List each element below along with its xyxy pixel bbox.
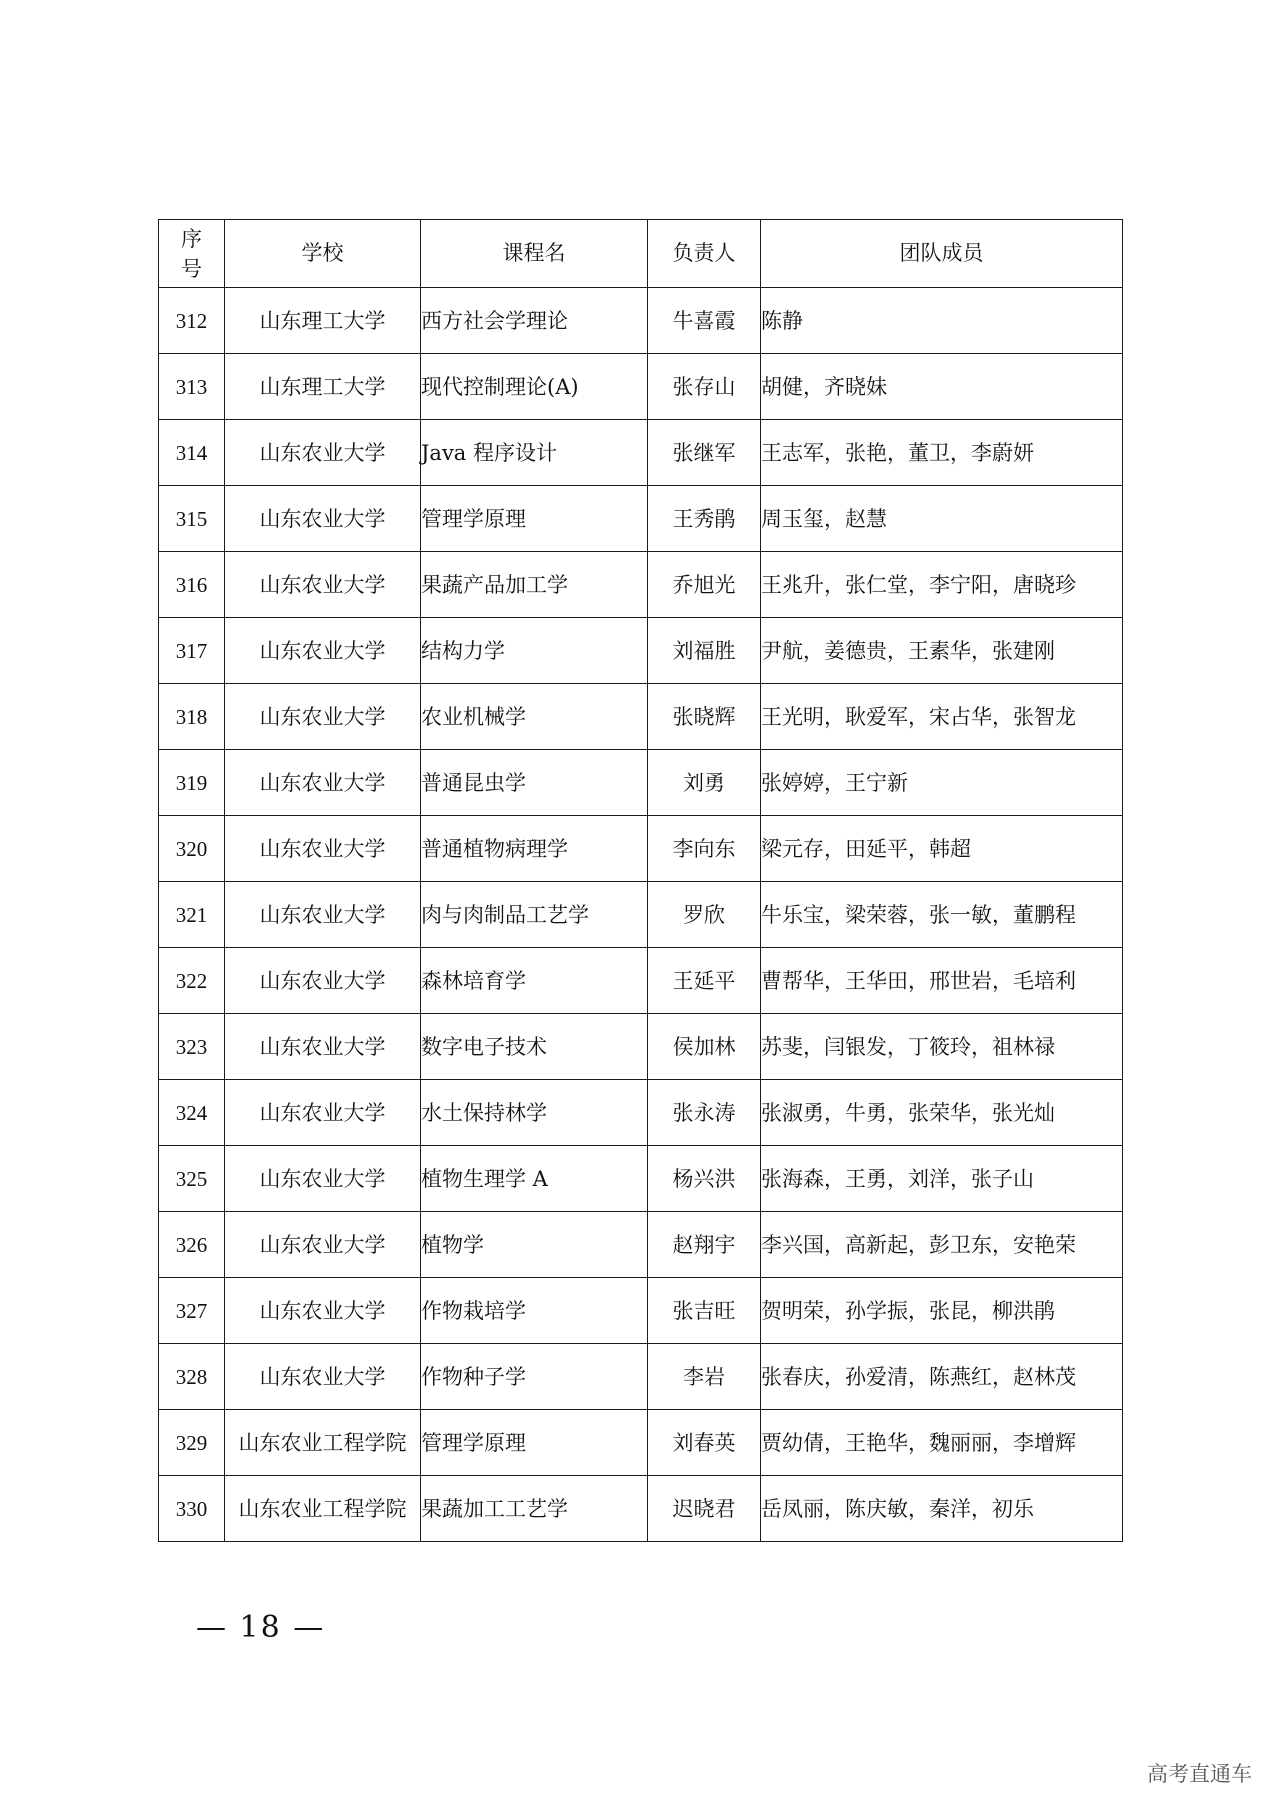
table-row bbox=[159, 1212, 1123, 1278]
cell-course: 植物学 bbox=[421, 1212, 648, 1278]
table-row bbox=[159, 684, 1123, 750]
cell-school: 山东农业大学 bbox=[225, 420, 421, 486]
table-row bbox=[159, 1410, 1123, 1476]
cell-leader: 罗欣 bbox=[648, 882, 761, 948]
header-course: 课程名 bbox=[421, 220, 648, 288]
table-row bbox=[159, 288, 1123, 354]
header-seq bbox=[159, 220, 225, 288]
cell-seq: 324 bbox=[159, 1080, 225, 1146]
table-row bbox=[159, 882, 1123, 948]
cell-school: 山东理工大学 bbox=[225, 354, 421, 420]
cell-seq: 322 bbox=[159, 948, 225, 1014]
cell-course: 农业机械学 bbox=[421, 684, 648, 750]
cell-members: 张淑勇，牛勇，张荣华，张光灿 bbox=[761, 1080, 1123, 1146]
table-row bbox=[159, 750, 1123, 816]
cell-school: 山东农业大学 bbox=[225, 948, 421, 1014]
header-seq-label: 序号 bbox=[180, 226, 202, 281]
cell-members: 尹航，姜德贵，王素华，张建刚 bbox=[761, 618, 1123, 684]
header-members: 团队成员 bbox=[761, 220, 1123, 288]
cell-school: 山东农业大学 bbox=[225, 552, 421, 618]
cell-school: 山东农业大学 bbox=[225, 684, 421, 750]
cell-seq: 315 bbox=[159, 486, 225, 552]
cell-school: 山东农业大学 bbox=[225, 750, 421, 816]
cell-members: 贺明荣，孙学振，张昆，柳洪鹃 bbox=[761, 1278, 1123, 1344]
cell-school: 山东农业大学 bbox=[225, 1146, 421, 1212]
cell-leader: 张晓辉 bbox=[648, 684, 761, 750]
cell-leader: 张存山 bbox=[648, 354, 761, 420]
cell-leader: 乔旭光 bbox=[648, 552, 761, 618]
cell-seq: 318 bbox=[159, 684, 225, 750]
course-table bbox=[158, 219, 1123, 1542]
cell-school: 山东农业大学 bbox=[225, 882, 421, 948]
cell-members: 陈静 bbox=[761, 288, 1123, 354]
page-number: — 18 — bbox=[196, 1610, 326, 1645]
cell-members: 张婷婷，王宁新 bbox=[761, 750, 1123, 816]
cell-course: 作物栽培学 bbox=[421, 1278, 648, 1344]
table-header-row bbox=[159, 220, 1123, 288]
cell-course: 西方社会学理论 bbox=[421, 288, 648, 354]
table-row bbox=[159, 354, 1123, 420]
cell-members: 王光明，耿爱军，宋占华，张智龙 bbox=[761, 684, 1123, 750]
cell-members: 牛乐宝，梁荣蓉，张一敏，董鹏程 bbox=[761, 882, 1123, 948]
watermark: 高考直通车 bbox=[1147, 1762, 1252, 1786]
cell-leader: 迟晓君 bbox=[648, 1476, 761, 1542]
header-school: 学校 bbox=[225, 220, 421, 288]
table-row bbox=[159, 816, 1123, 882]
table-body bbox=[159, 288, 1123, 1542]
cell-seq: 325 bbox=[159, 1146, 225, 1212]
table-row bbox=[159, 552, 1123, 618]
cell-seq: 317 bbox=[159, 618, 225, 684]
cell-leader: 刘福胜 bbox=[648, 618, 761, 684]
cell-members: 胡健，齐晓妹 bbox=[761, 354, 1123, 420]
cell-members: 王兆升，张仁堂，李宁阳，唐晓珍 bbox=[761, 552, 1123, 618]
cell-members: 王志军，张艳，董卫，李蔚妍 bbox=[761, 420, 1123, 486]
cell-school: 山东农业大学 bbox=[225, 1014, 421, 1080]
cell-seq: 327 bbox=[159, 1278, 225, 1344]
cell-seq: 323 bbox=[159, 1014, 225, 1080]
cell-members: 苏斐，闫银发，丁筱玲，祖林禄 bbox=[761, 1014, 1123, 1080]
table-row bbox=[159, 1476, 1123, 1542]
table-row bbox=[159, 1080, 1123, 1146]
cell-school: 山东农业大学 bbox=[225, 1212, 421, 1278]
cell-members: 贾幼倩，王艳华，魏丽丽，李增辉 bbox=[761, 1410, 1123, 1476]
cell-members: 李兴国，高新起，彭卫东，安艳荣 bbox=[761, 1212, 1123, 1278]
table-row bbox=[159, 1278, 1123, 1344]
cell-course: Java 程序设计 bbox=[421, 420, 648, 486]
cell-course: 管理学原理 bbox=[421, 486, 648, 552]
cell-members: 张海森，王勇，刘洋，张子山 bbox=[761, 1146, 1123, 1212]
cell-seq: 320 bbox=[159, 816, 225, 882]
cell-seq: 326 bbox=[159, 1212, 225, 1278]
cell-leader: 刘春英 bbox=[648, 1410, 761, 1476]
cell-leader: 张永涛 bbox=[648, 1080, 761, 1146]
cell-leader: 张继军 bbox=[648, 420, 761, 486]
cell-members: 曹帮华，王华田，邢世岩，毛培利 bbox=[761, 948, 1123, 1014]
table-row bbox=[159, 1014, 1123, 1080]
cell-school: 山东农业大学 bbox=[225, 1278, 421, 1344]
cell-school: 山东农业大学 bbox=[225, 486, 421, 552]
cell-school: 山东农业大学 bbox=[225, 1344, 421, 1410]
cell-course: 管理学原理 bbox=[421, 1410, 648, 1476]
cell-course: 植物生理学 A bbox=[421, 1146, 648, 1212]
cell-members: 周玉玺，赵慧 bbox=[761, 486, 1123, 552]
cell-course: 作物种子学 bbox=[421, 1344, 648, 1410]
cell-course: 普通昆虫学 bbox=[421, 750, 648, 816]
cell-leader: 刘勇 bbox=[648, 750, 761, 816]
cell-leader: 张吉旺 bbox=[648, 1278, 761, 1344]
cell-seq: 316 bbox=[159, 552, 225, 618]
cell-leader: 李岩 bbox=[648, 1344, 761, 1410]
cell-members: 梁元存，田延平，韩超 bbox=[761, 816, 1123, 882]
cell-seq: 314 bbox=[159, 420, 225, 486]
cell-leader: 王延平 bbox=[648, 948, 761, 1014]
cell-school: 山东理工大学 bbox=[225, 288, 421, 354]
table-row bbox=[159, 486, 1123, 552]
cell-leader: 赵翔宇 bbox=[648, 1212, 761, 1278]
table-row bbox=[159, 420, 1123, 486]
cell-leader: 侯加林 bbox=[648, 1014, 761, 1080]
cell-school: 山东农业工程学院 bbox=[225, 1410, 421, 1476]
cell-school: 山东农业大学 bbox=[225, 1080, 421, 1146]
cell-seq: 330 bbox=[159, 1476, 225, 1542]
table-row bbox=[159, 618, 1123, 684]
cell-school: 山东农业大学 bbox=[225, 816, 421, 882]
cell-leader: 牛喜霞 bbox=[648, 288, 761, 354]
header-leader: 负责人 bbox=[648, 220, 761, 288]
cell-course: 普通植物病理学 bbox=[421, 816, 648, 882]
cell-course: 结构力学 bbox=[421, 618, 648, 684]
cell-leader: 李向东 bbox=[648, 816, 761, 882]
cell-seq: 328 bbox=[159, 1344, 225, 1410]
cell-course: 数字电子技术 bbox=[421, 1014, 648, 1080]
cell-school: 山东农业工程学院 bbox=[225, 1476, 421, 1542]
cell-seq: 312 bbox=[159, 288, 225, 354]
cell-members: 张春庆，孙爱清，陈燕红，赵林茂 bbox=[761, 1344, 1123, 1410]
table-row bbox=[159, 1146, 1123, 1212]
cell-school: 山东农业大学 bbox=[225, 618, 421, 684]
cell-leader: 王秀鹃 bbox=[648, 486, 761, 552]
cell-course: 水土保持林学 bbox=[421, 1080, 648, 1146]
cell-seq: 329 bbox=[159, 1410, 225, 1476]
cell-course: 果蔬产品加工学 bbox=[421, 552, 648, 618]
table-row bbox=[159, 948, 1123, 1014]
cell-course: 现代控制理论(A) bbox=[421, 354, 648, 420]
cell-leader: 杨兴洪 bbox=[648, 1146, 761, 1212]
cell-course: 肉与肉制品工艺学 bbox=[421, 882, 648, 948]
cell-seq: 319 bbox=[159, 750, 225, 816]
table-row bbox=[159, 1344, 1123, 1410]
cell-course: 森林培育学 bbox=[421, 948, 648, 1014]
cell-course: 果蔬加工工艺学 bbox=[421, 1476, 648, 1542]
cell-seq: 313 bbox=[159, 354, 225, 420]
cell-seq: 321 bbox=[159, 882, 225, 948]
cell-members: 岳凤丽，陈庆敏，秦洋，初乐 bbox=[761, 1476, 1123, 1542]
